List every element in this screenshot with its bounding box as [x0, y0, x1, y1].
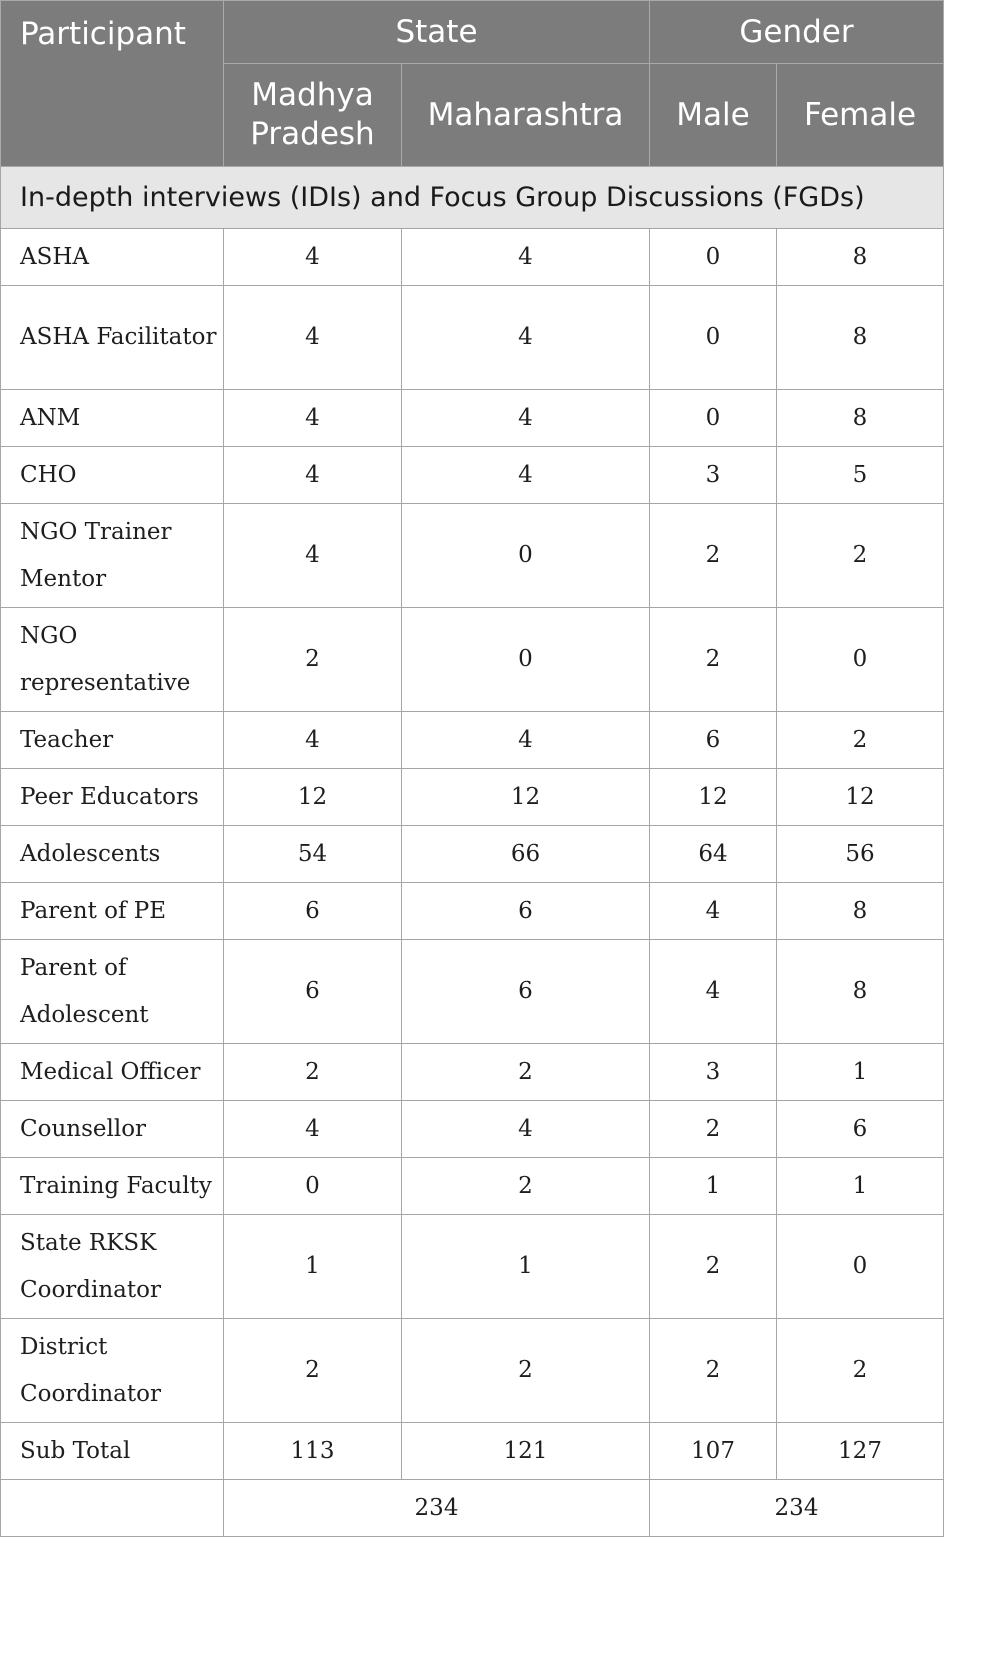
male-cell: 2	[650, 608, 777, 712]
male-cell: 0	[650, 286, 777, 390]
maharashtra-cell: 12	[402, 769, 650, 826]
maharashtra-header: Maharashtra	[402, 64, 650, 167]
maharashtra-subtotal: 121	[402, 1423, 650, 1480]
state-total: 234	[224, 1480, 650, 1537]
table-row	[1, 447, 944, 504]
male-cell: 3	[650, 1044, 777, 1101]
maharashtra-cell: 2	[402, 1319, 650, 1423]
participant-cell: Training Faculty	[1, 1158, 224, 1215]
maharashtra-cell: 2	[402, 1044, 650, 1101]
table-header	[1, 1, 944, 167]
madhya-pradesh-cell: 4	[224, 1101, 402, 1158]
section-title: In-depth interviews (IDIs) and Focus Group Discussions (FGDs)	[1, 167, 944, 229]
table-body	[1, 167, 944, 1537]
subtotal-label: Sub Total	[1, 1423, 224, 1480]
table-row	[1, 390, 944, 447]
madhya-pradesh-cell: 54	[224, 826, 402, 883]
female-cell: 0	[777, 1215, 944, 1319]
participant-cell: District Coordinator	[1, 1319, 224, 1423]
madhya-pradesh-cell: 4	[224, 504, 402, 608]
total-empty-cell	[1, 1480, 224, 1537]
table-row	[1, 1319, 944, 1423]
table-row	[1, 826, 944, 883]
table-row	[1, 229, 944, 286]
participant-cell: Teacher	[1, 712, 224, 769]
madhya-pradesh-cell: 4	[224, 229, 402, 286]
female-cell: 12	[777, 769, 944, 826]
participant-cell: Medical Officer	[1, 1044, 224, 1101]
male-cell: 64	[650, 826, 777, 883]
madhya-pradesh-cell: 2	[224, 608, 402, 712]
madhya-pradesh-cell: 0	[224, 1158, 402, 1215]
participant-cell: ASHA	[1, 229, 224, 286]
female-cell: 6	[777, 1101, 944, 1158]
madhya-pradesh-cell: 4	[224, 286, 402, 390]
maharashtra-cell: 1	[402, 1215, 650, 1319]
female-cell: 8	[777, 390, 944, 447]
participant-cell: Adolescents	[1, 826, 224, 883]
maharashtra-cell: 66	[402, 826, 650, 883]
table-row	[1, 608, 944, 712]
maharashtra-cell: 4	[402, 712, 650, 769]
male-cell: 0	[650, 390, 777, 447]
female-cell: 1	[777, 1158, 944, 1215]
participant-cell: NGO representative	[1, 608, 224, 712]
table-row	[1, 769, 944, 826]
state-header: State	[224, 1, 650, 64]
subtotal-row	[1, 1423, 944, 1480]
maharashtra-cell: 4	[402, 229, 650, 286]
male-cell: 4	[650, 940, 777, 1044]
maharashtra-cell: 4	[402, 447, 650, 504]
maharashtra-cell: 6	[402, 940, 650, 1044]
female-cell: 8	[777, 883, 944, 940]
maharashtra-cell: 4	[402, 1101, 650, 1158]
participant-cell: State RKSK Coordinator	[1, 1215, 224, 1319]
madhya-pradesh-cell: 6	[224, 883, 402, 940]
female-cell: 0	[777, 608, 944, 712]
madhya-pradesh-cell: 2	[224, 1044, 402, 1101]
participant-cell: Peer Educators	[1, 769, 224, 826]
madhya-pradesh-cell: 4	[224, 712, 402, 769]
male-cell: 1	[650, 1158, 777, 1215]
header-row-top	[1, 1, 944, 64]
participant-cell: Counsellor	[1, 1101, 224, 1158]
participant-header: Participant	[1, 1, 224, 167]
total-row	[1, 1480, 944, 1537]
participant-cell: Parent of Adolescent	[1, 940, 224, 1044]
table-row	[1, 1101, 944, 1158]
male-cell: 2	[650, 1215, 777, 1319]
female-cell: 1	[777, 1044, 944, 1101]
male-subtotal: 107	[650, 1423, 777, 1480]
male-cell: 2	[650, 1101, 777, 1158]
female-cell: 8	[777, 286, 944, 390]
madhya-pradesh-cell: 4	[224, 447, 402, 504]
madhya-pradesh-cell: 4	[224, 390, 402, 447]
female-cell: 8	[777, 940, 944, 1044]
madhya-pradesh-cell: 6	[224, 940, 402, 1044]
male-cell: 12	[650, 769, 777, 826]
participant-cell: ASHA Facilitator	[1, 286, 224, 390]
male-cell: 6	[650, 712, 777, 769]
participant-cell: Parent of PE	[1, 883, 224, 940]
madhya-pradesh-cell: 1	[224, 1215, 402, 1319]
male-cell: 3	[650, 447, 777, 504]
gender-header: Gender	[650, 1, 944, 64]
male-cell: 2	[650, 504, 777, 608]
table-row	[1, 504, 944, 608]
male-header: Male	[650, 64, 777, 167]
maharashtra-cell: 6	[402, 883, 650, 940]
table-row	[1, 1044, 944, 1101]
female-cell: 2	[777, 712, 944, 769]
female-cell: 5	[777, 447, 944, 504]
madhya-pradesh-cell: 2	[224, 1319, 402, 1423]
table-row	[1, 883, 944, 940]
table-row	[1, 1215, 944, 1319]
male-cell: 2	[650, 1319, 777, 1423]
table-row	[1, 286, 944, 390]
madhya-pradesh-subtotal: 113	[224, 1423, 402, 1480]
maharashtra-cell: 2	[402, 1158, 650, 1215]
gender-total: 234	[650, 1480, 944, 1537]
female-subtotal: 127	[777, 1423, 944, 1480]
male-cell: 4	[650, 883, 777, 940]
participant-cell: ANM	[1, 390, 224, 447]
maharashtra-cell: 0	[402, 608, 650, 712]
table-row	[1, 1158, 944, 1215]
female-cell: 8	[777, 229, 944, 286]
maharashtra-cell: 4	[402, 390, 650, 447]
table-row	[1, 940, 944, 1044]
participant-cell: NGO Trainer Mentor	[1, 504, 224, 608]
madhya-pradesh-cell: 12	[224, 769, 402, 826]
participant-cell: CHO	[1, 447, 224, 504]
female-cell: 2	[777, 504, 944, 608]
female-cell: 2	[777, 1319, 944, 1423]
male-cell: 0	[650, 229, 777, 286]
madhya-pradesh-header: Madhya Pradesh	[224, 64, 402, 167]
section-row	[1, 167, 944, 229]
table-row	[1, 712, 944, 769]
female-cell: 56	[777, 826, 944, 883]
female-header: Female	[777, 64, 944, 167]
maharashtra-cell: 0	[402, 504, 650, 608]
maharashtra-cell: 4	[402, 286, 650, 390]
